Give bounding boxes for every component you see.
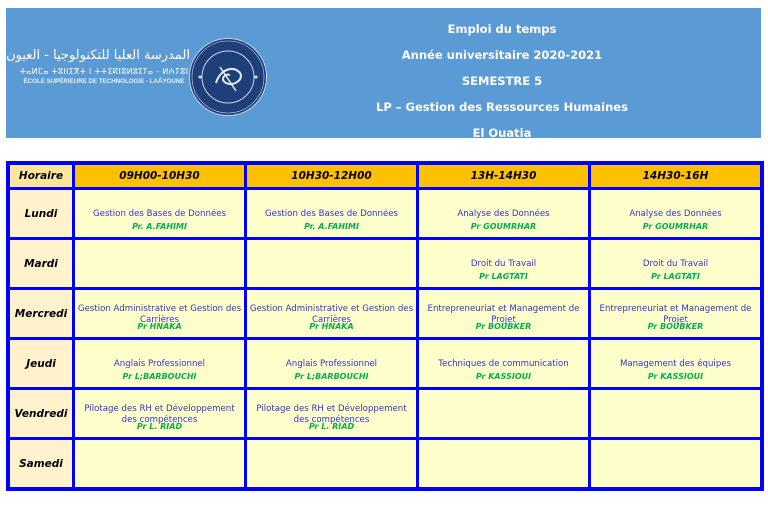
title-program: LP – Gestion des Ressources Humaines [376,100,628,114]
course-name: Entrepreneuriat et Management de Projet [599,303,752,325]
schedule-cell [590,239,761,288]
course-name: Gestion des Bases de Données [93,209,226,219]
course-name: Gestion Administrative et Gestion des Carrières [249,303,414,325]
course-name: Pilotage des RH et Développement des compétences [256,403,407,425]
day-label: Vendredi [9,389,73,438]
course-name [419,463,588,465]
course-name [75,263,244,265]
schedule-cell [74,189,245,238]
professor-name: Pr BOUBKER [647,322,704,331]
course-name: Gestion des Bases de Données [265,209,398,219]
table-row-mardi [9,239,761,288]
day-label: Mardi [9,239,73,288]
schedule-cell [246,439,417,488]
course-name: Anglais Professionnel [285,359,378,369]
course-name [591,413,760,415]
time-slot-header: 14H30-16H [590,164,761,188]
schedule-cell [246,239,417,288]
course-name [75,463,244,465]
schedule-cell [74,239,245,288]
course-name [419,413,588,415]
course-name: Pilotage des RH et Développement des compétences [84,403,235,425]
table-row-vendredi [9,389,761,438]
schedule-cell [246,389,417,438]
schedule-cell [590,289,761,338]
professor-name: Pr L;BARBOUCHI [122,372,197,381]
schedule-cell [590,439,761,488]
table-row-samedi [9,439,761,488]
title-schedule: Emploi du temps [447,22,557,36]
logo-french-name: ÉCOLE SUPÉRIEURE DE TECHNOLOGIE - LAÂYOUNE [23,78,185,85]
professor-name: Pr HNAKA [309,322,354,331]
schedule-cell [418,389,589,438]
time-slot-header: 09H00-10H30 [74,164,245,188]
day-label: Lundi [9,189,73,238]
schedule-cell [246,339,417,388]
professor-name: Pr GOUMRHAR [642,222,709,231]
schedule-cell [418,189,589,238]
professor-name: Pr L. RIAD [136,422,183,431]
professor-name: Pr LAGTATI [479,272,528,281]
day-label: Mercredi [9,289,73,338]
header-row [9,164,761,188]
schedule-cell [418,339,589,388]
time-slot-header: 13H-14H30 [418,164,589,188]
table-row-mercredi [9,289,761,338]
schedule-cell [246,289,417,338]
schedule-cell [74,439,245,488]
professor-name: Pr BOUBKER [475,322,532,331]
professor-name: Pr. A.FAHIMI [132,222,187,231]
professor-name: Pr. A.FAHIMI [304,222,359,231]
course-name: Droit du Travail [470,259,537,269]
day-label: Samedi [9,439,73,488]
professor-name: Pr KASSIOUI [475,372,532,381]
course-name: Anglais Professionnel [113,359,206,369]
professor-name: Pr L. RIAD [308,422,355,431]
course-name: Gestion Administrative et Gestion des Carrières [77,303,242,325]
course-name: Techniques de communication [438,359,569,369]
day-label: Jeudi [9,339,73,388]
schedule-cell [418,289,589,338]
logo-arabic-name: المدرسة العليا للتكنولوجيا - العيون [6,48,190,63]
schedule-cell [74,389,245,438]
course-name [591,463,760,465]
header-banner [6,8,761,138]
schedule-cell [590,339,761,388]
professor-name: Pr KASSIOUI [647,372,704,381]
schedule-cell [246,189,417,238]
time-slot-header: 10H30-12H00 [246,164,417,188]
professor-name: Pr LAGTATI [651,272,700,281]
professor-name: Pr GOUMRHAR [470,222,537,231]
title-block [302,16,702,146]
professor-name: Pr L;BARBOUCHI [294,372,369,381]
schedule-cell [74,339,245,388]
title-semester: SEMESTRE 5 [461,74,543,88]
schedule-cell [590,389,761,438]
corner-header: Horaire [9,164,73,188]
school-logo-text [6,48,190,86]
course-name: Management des équipes [619,359,732,369]
schedule-cell [74,289,245,338]
title-academic-year: Année universitaire 2020-2021 [401,48,603,62]
schedule-cell [418,439,589,488]
schedule-cell [418,239,589,288]
table-row-jeudi [9,339,761,388]
course-name: Analyse des Données [457,209,550,219]
table-row-lundi [9,189,761,238]
university-seal-icon [189,38,267,116]
schedule-table [6,161,764,491]
course-name [247,463,416,465]
course-name: Droit du Travail [642,259,709,269]
logo-tifinagh-name: ⵜⴰⵍⵎⴰ ⵜⵓⵏⵏⵉⴳⵜ ⵏ ⵜⵜⵉⴽⵏⵓⵍⵓⵊⵢⴰ - ⵍⵄⵢⵓⵏ [19,67,189,76]
title-location: El Ouatia [472,126,532,140]
course-name: Analyse des Données [629,209,722,219]
professor-name: Pr HNAKA [137,322,182,331]
course-name: Entrepreneuriat et Management de Projet [427,303,580,325]
course-name [247,263,416,265]
schedule-cell [590,189,761,238]
